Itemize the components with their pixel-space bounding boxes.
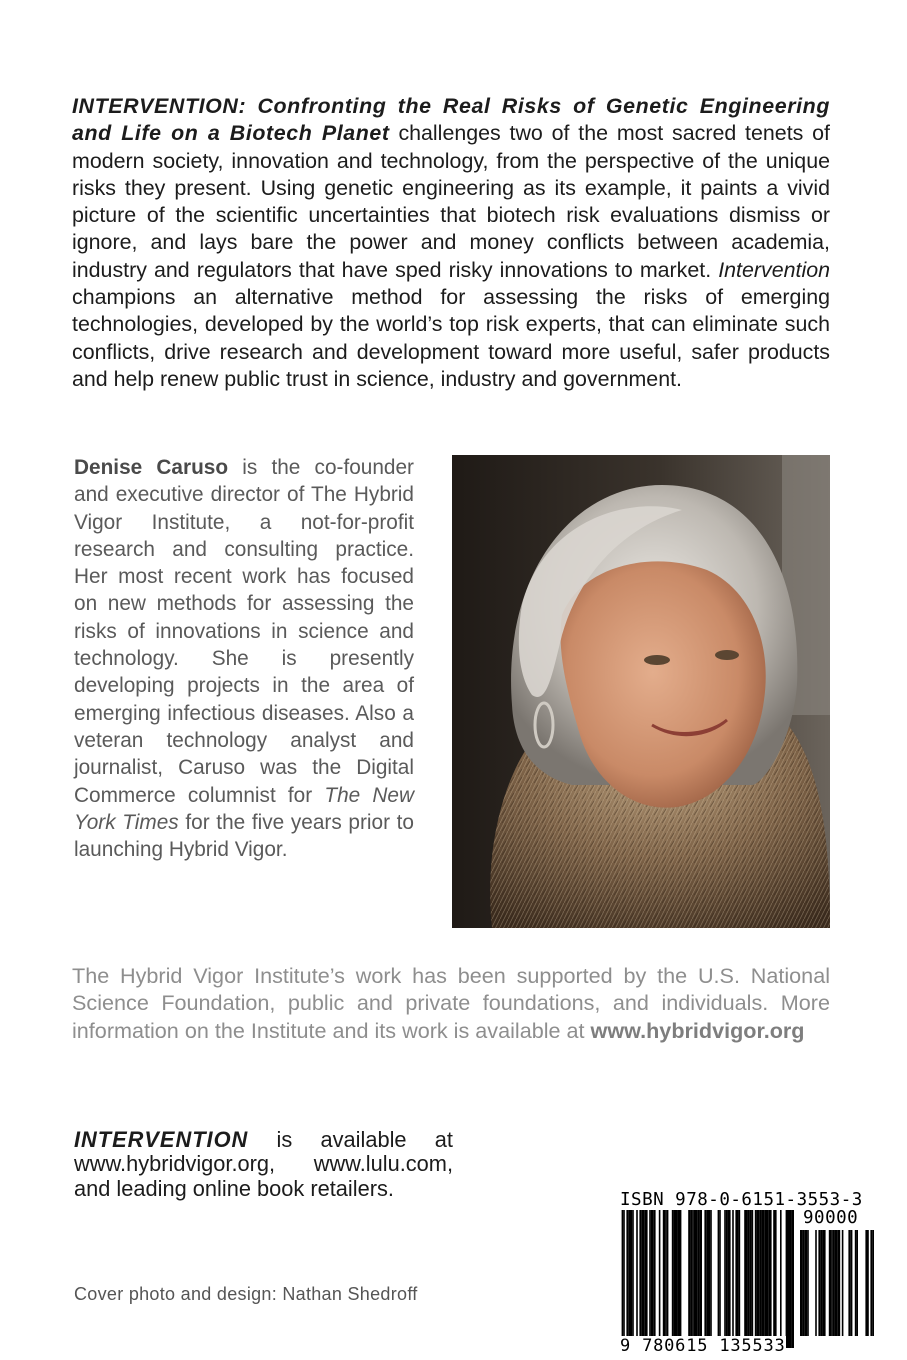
author-photo [452,455,830,928]
institute-support-note [72,962,830,1044]
author-bio [74,454,414,863]
blurb-text-2: champions an alternative method for assessing the risks of emerging technologies, developed by the world’s top risk experts, that can eliminate such conflicts, drive research and development toward more useful, safer products and help renew public trust in science, industry and government. [72,285,830,391]
availability-note [74,1128,453,1201]
back-cover-blurb [72,93,830,393]
blurb-text-1: challenges two of the most sacred tenets of modern society, innovation and technology, from the perspective of the unique risks they present. Using genetic engineering as its example, it paints a vivid picture of the scientific uncertainties that biotech risk evaluations dismiss or ignore, and lays bare the power and money conflicts between academia, industry and regulators that have sped risky innovations to market. [72,121,830,282]
bio-text-2: for the five years prior to launching Hybrid Vigor. [74,810,414,862]
support-text: The Hybrid Vigor Institute’s work has been supported by the U.S. National Science Foundation, public and private foundations, and individuals. More information on the Institute and its work is available at [72,963,830,1043]
availability-title: INTERVENTION [74,1127,249,1152]
price-code: 90000 [803,1208,859,1228]
ean-number: 9 780615 135533 [620,1336,786,1356]
author-name: Denise Caruso [74,456,229,479]
isbn-barcode [616,1188,878,1360]
cover-credit: Cover photo and design: Nathan Shedroff [74,1284,418,1304]
isbn-number: ISBN 978-0-6151-3553-3 [620,1190,863,1210]
bio-text-1: is the co-founder and executive director of The Hybrid Vigor Institute, a not-for-profit research and consulting practice. Her most recent work has focused on new methods for assessing the risks of innovations in science and technology. She is presently developing projects in the area of emerging infectious diseases. Also a veteran technology analyst and journalist, Caruso was the Digital Commerce columnist for [74,456,414,807]
book-title: INTERVENTION: Confronting the Real Risks of Genetic Engineering and Life on a Biotech Planet [72,94,830,146]
institute-url[interactable]: www.hybridvigor.org [590,1017,805,1043]
availability-text: is available at www.hybridvigor.org, www.lulu.com, and leading online book retailers. [74,1127,453,1201]
blurb-italic-title: Intervention [718,257,830,282]
bio-publication: The New York Times [74,783,415,834]
